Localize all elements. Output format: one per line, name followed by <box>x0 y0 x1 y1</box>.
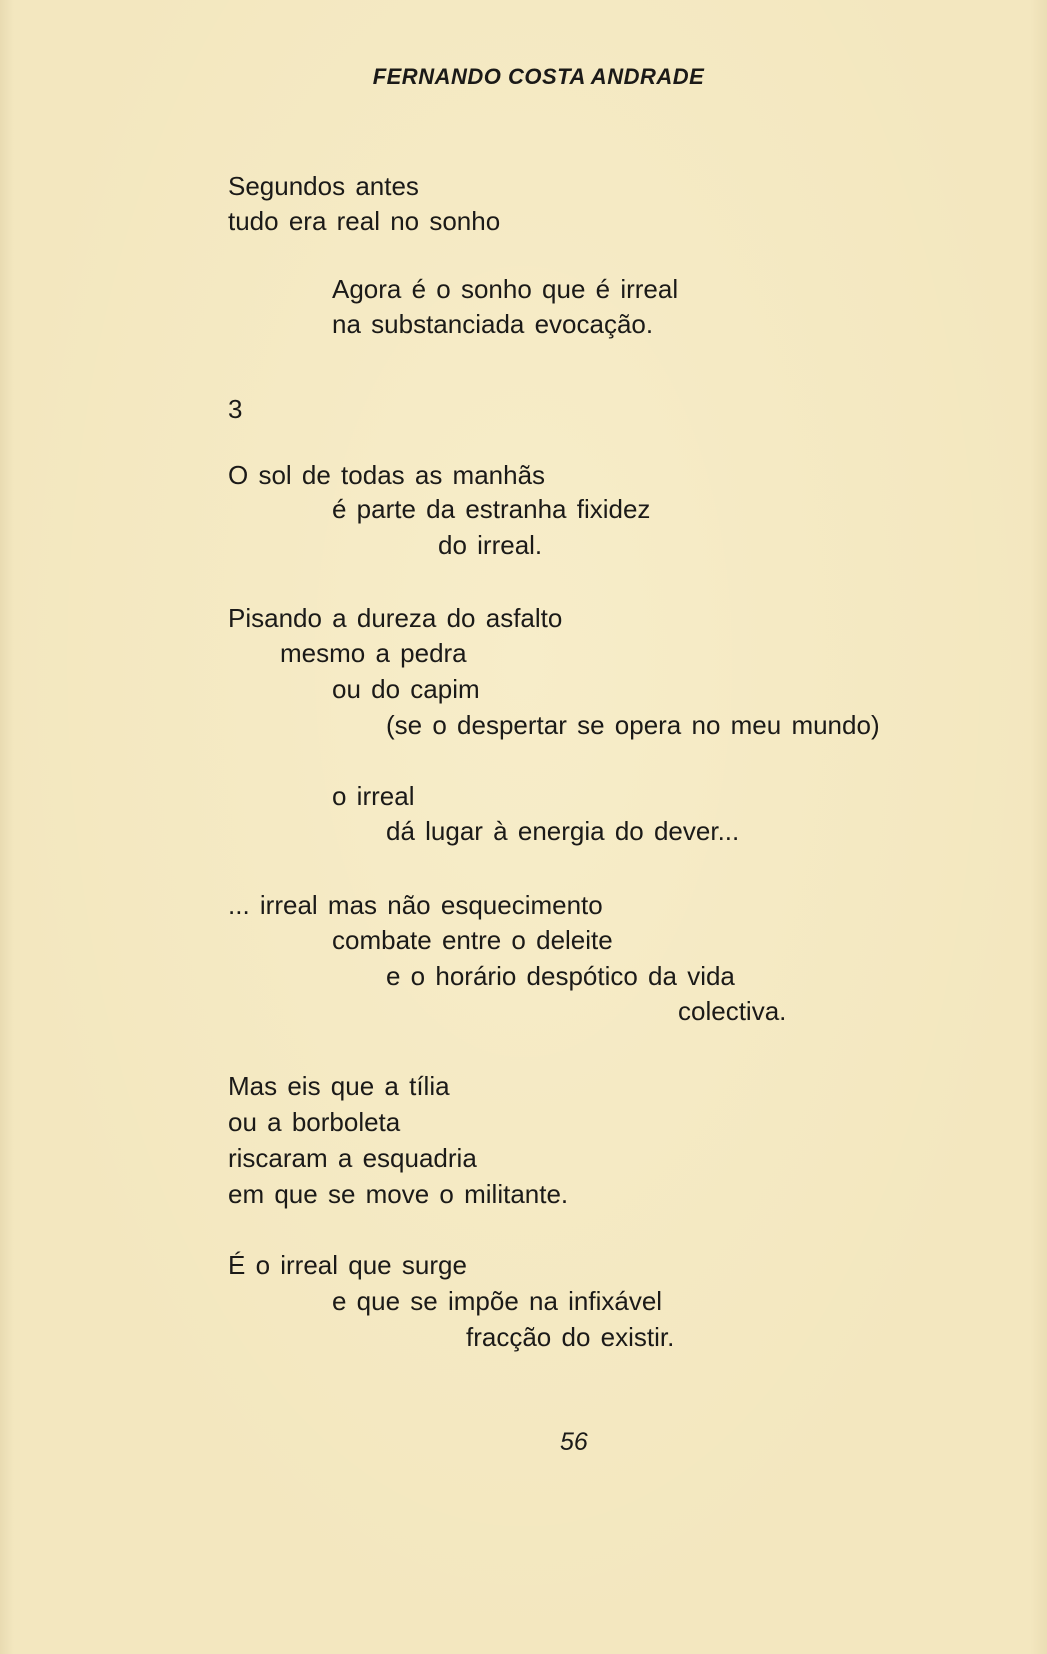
poem-line: É o irreal que surge <box>228 1250 467 1280</box>
running-header-author: FERNANDO COSTA ANDRADE <box>372 64 705 89</box>
poem-line: (se o despertar se opera no meu mundo) <box>386 710 880 740</box>
poem-line: riscaram a esquadria <box>228 1143 477 1173</box>
poem-line: dá lugar à energia do dever... <box>386 816 740 846</box>
poem-line: ou do capim <box>332 674 480 704</box>
poem-line: O sol de todas as manhãs <box>228 460 546 490</box>
poem-line: Mas eis que a tília <box>228 1071 450 1101</box>
poem-line: o irreal <box>332 781 415 811</box>
page-number: 56 <box>560 1428 588 1456</box>
poem-line: em que se move o militante. <box>228 1179 569 1209</box>
poem-line: Segundos antes <box>228 171 419 201</box>
poem-line: Agora é o sonho que é irreal <box>332 274 679 304</box>
poem-line: mesmo a pedra <box>280 638 467 668</box>
poem-line: ou a borboleta <box>228 1107 401 1137</box>
poem-line: fracção do existir. <box>466 1322 675 1352</box>
poem-line: e o horário despótico da vida <box>386 961 735 991</box>
poem-line: do irreal. <box>438 530 543 560</box>
poem-line: na substanciada evocação. <box>332 309 654 339</box>
poem-line: Pisando a dureza do asfalto <box>228 603 563 633</box>
section-number: 3 <box>228 394 243 424</box>
poem-line: ... irreal mas não esquecimento <box>228 890 603 920</box>
poem-line: tudo era real no sonho <box>228 206 501 236</box>
poem-line: é parte da estranha fixidez <box>332 494 651 524</box>
poem-line: colectiva. <box>678 996 787 1026</box>
poem-line: combate entre o deleite <box>332 925 613 955</box>
poem-line: e que se impõe na infixável <box>332 1286 663 1316</box>
